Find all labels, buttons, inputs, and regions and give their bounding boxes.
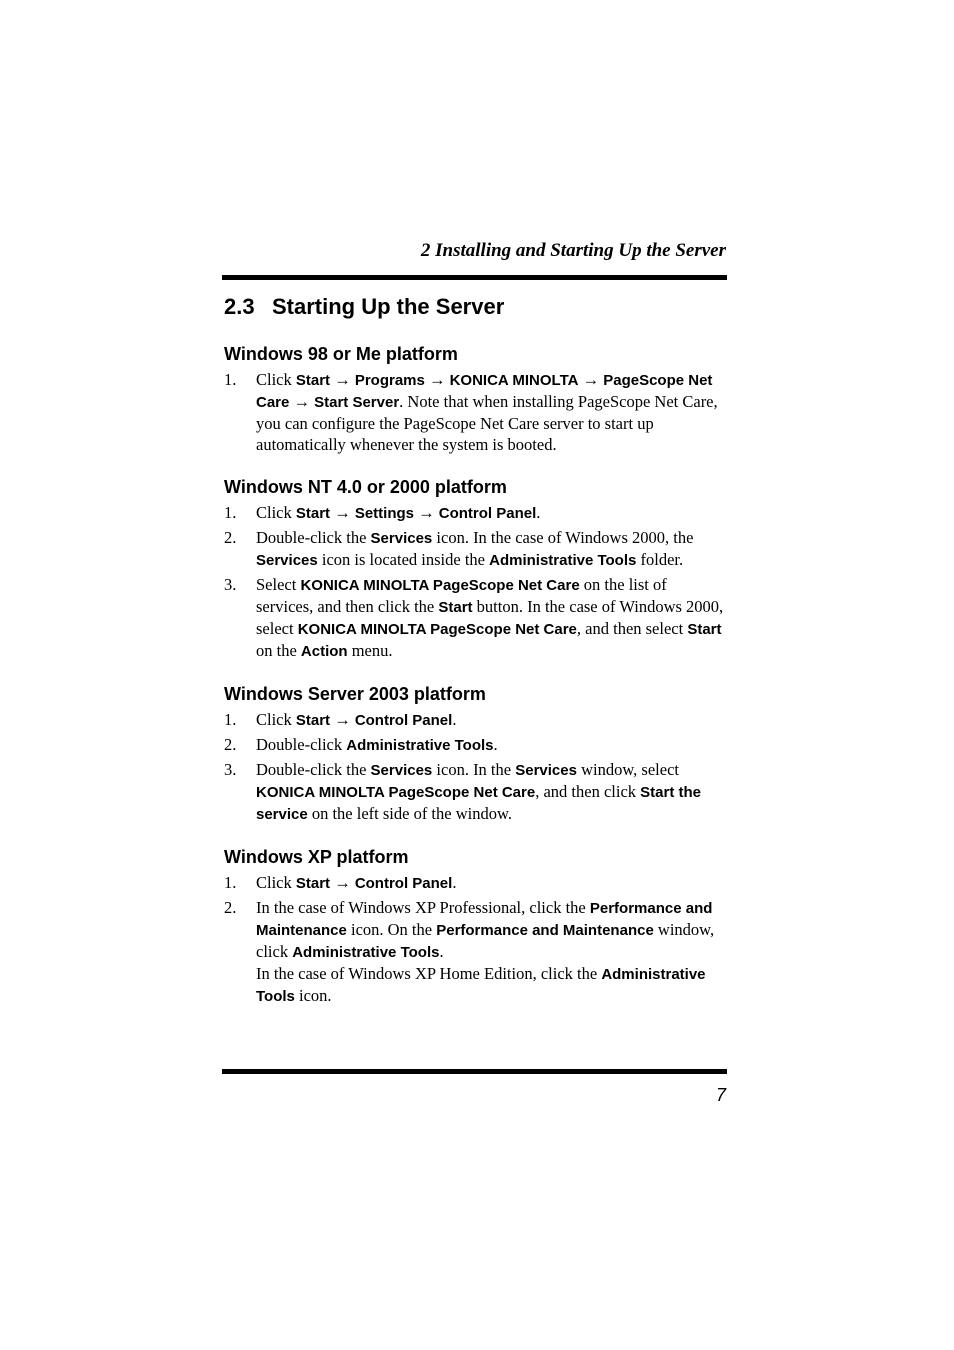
ui-term: Performance and Maintenance [256, 900, 713, 939]
subsection-title: Windows XP platform [224, 847, 409, 867]
page-number: 7 [715, 1085, 726, 1105]
step-number: 3. [224, 575, 237, 594]
ui-term: Start [295, 712, 331, 729]
ui-term: Control Panel [354, 712, 453, 729]
ui-term: Services [370, 762, 433, 779]
step-text [256, 528, 693, 569]
text-run: on the [256, 641, 301, 660]
text-run: window, click [256, 920, 715, 961]
ui-term: Administrative Tools [489, 552, 637, 569]
text-run: , and then click [535, 782, 641, 801]
text-run: menu. [347, 641, 393, 660]
ui-term: KONICA MINOLTA PageScope Net Care [297, 621, 577, 638]
ui-term: Administrative Tools [292, 944, 440, 961]
ui-term: Settings [354, 505, 414, 522]
step-number: 2. [224, 735, 237, 754]
ui-term: KONICA MINOLTA PageScope Net Care [256, 784, 536, 801]
ui-term: Action [300, 643, 348, 660]
step-number: 1. [224, 710, 237, 729]
section-number: 2.3 [224, 294, 255, 319]
step-item [224, 872, 727, 894]
ui-term: Start [687, 621, 722, 638]
text-run: , and then select [576, 619, 688, 638]
ui-term: Performance and Maintenance [436, 922, 654, 939]
text-run: → [330, 710, 355, 729]
step-number: 2. [224, 898, 237, 917]
step-item [224, 527, 727, 571]
ui-term: KONICA MINOLTA PageScope Net Care [300, 577, 580, 594]
header-rule [222, 275, 727, 280]
ui-term: Start [438, 599, 473, 616]
ui-term: Programs [354, 372, 425, 389]
text-run: . Note that when installing PageScope Net Care, you can configure the PageScope Net Care server to start up automatically whenever the system is booted. [256, 392, 718, 454]
text-run: Click [256, 710, 296, 729]
text-run: icon. [294, 986, 332, 1005]
step-text [256, 735, 498, 754]
step-text [256, 575, 723, 660]
text-run: on the left side of the window. [307, 804, 512, 823]
text-run: icon. In the case of Windows 2000, the [432, 528, 694, 547]
text-run: Double-click the [256, 528, 371, 547]
text-run: → [414, 503, 439, 522]
text-run: on the list of services, and then click the [256, 575, 667, 616]
subsection-title: Windows 98 or Me platform [224, 344, 458, 364]
page-content [224, 290, 727, 1026]
ui-term: Start [295, 875, 331, 892]
running-header: 2 Installing and Starting Up the Server [420, 240, 726, 261]
step-number: 3. [224, 760, 237, 779]
text-run: button. In the case of Windows 2000, select [256, 597, 724, 638]
text-run: → [330, 873, 355, 892]
text-run: → [424, 370, 450, 389]
subsections [224, 341, 727, 1007]
ui-term: Services [515, 762, 577, 779]
step-item [224, 502, 727, 524]
text-run: Double-click the [256, 760, 371, 779]
ui-term: Start the service [256, 784, 701, 823]
text-run: icon is located inside the [317, 550, 490, 569]
ui-term: PageScope Net Care [256, 372, 713, 411]
step-text [256, 710, 456, 729]
ui-term: Administrative Tools [346, 737, 494, 754]
step-item [224, 709, 727, 731]
step-item [224, 734, 727, 756]
step-number: 1. [224, 503, 237, 522]
section-title: Starting Up the Server [272, 294, 505, 319]
text-run: → [289, 392, 315, 411]
step-list [224, 369, 727, 455]
text-run: Click [256, 873, 296, 892]
text-run: Click [256, 503, 296, 522]
ui-term: Services [256, 552, 318, 569]
step-text [256, 898, 714, 1005]
subsection-title: Windows Server 2003 platform [224, 684, 486, 704]
text-run: → [330, 503, 355, 522]
footer-rule [222, 1069, 727, 1074]
text-run: . [536, 503, 541, 522]
text-run: Click [256, 370, 296, 389]
step-text [256, 503, 540, 522]
text-run: icon. On the [346, 920, 437, 939]
text-run: . [493, 735, 498, 754]
step-text [256, 873, 456, 892]
text-run: . [439, 942, 444, 961]
ui-term: Control Panel [354, 875, 453, 892]
section-heading [224, 290, 727, 324]
step-item [224, 759, 727, 825]
step-list [224, 502, 727, 662]
step-item [224, 369, 727, 455]
ui-term: Start [295, 372, 331, 389]
ui-term: KONICA MINOLTA [449, 372, 579, 389]
step-text [256, 370, 718, 454]
step-text [256, 760, 701, 823]
text-run: folder. [636, 550, 684, 569]
text-run: → [330, 370, 355, 389]
step-item [224, 574, 727, 662]
subsection-title: Windows NT 4.0 or 2000 platform [224, 477, 507, 497]
ui-term: Services [370, 530, 433, 547]
text-run: . [452, 873, 457, 892]
step-list [224, 872, 727, 1007]
text-run: → [578, 370, 604, 389]
ui-term: Start [295, 505, 331, 522]
step-item [224, 897, 727, 1007]
step-number: 2. [224, 528, 237, 547]
step-list [224, 709, 727, 825]
ui-term: Start Server [314, 394, 400, 411]
text-run: icon. In the [432, 760, 516, 779]
ui-term: Control Panel [438, 505, 537, 522]
step-number: 1. [224, 873, 237, 892]
ui-term: Administrative Tools [256, 966, 706, 1005]
text-run: . [452, 710, 457, 729]
text-run: In the case of Windows XP Professional, click the [256, 898, 590, 917]
text-run: Select [256, 575, 301, 594]
text-run: Double-click [256, 735, 347, 754]
text-run: window, select [576, 760, 679, 779]
text-run: In the case of Windows XP Home Edition, click the [256, 964, 602, 983]
step-number: 1. [224, 370, 237, 389]
